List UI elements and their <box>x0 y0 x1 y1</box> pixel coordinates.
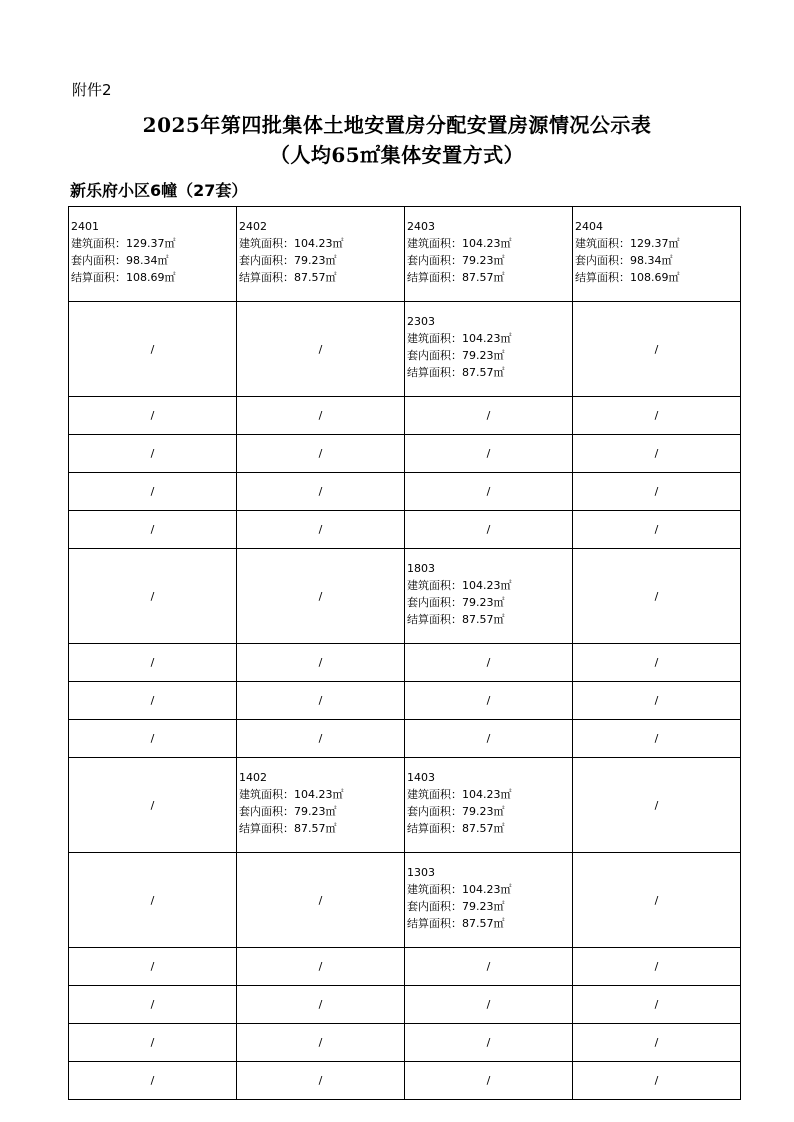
empty-cell: / <box>573 720 741 758</box>
table-row <box>69 853 741 948</box>
unit-number: 2403 <box>407 220 435 233</box>
empty-cell: / <box>573 1024 741 1062</box>
empty-cell: / <box>69 397 237 435</box>
empty-cell: / <box>237 549 405 644</box>
empty-cell: / <box>69 473 237 511</box>
empty-cell: / <box>237 853 405 948</box>
empty-cell: / <box>405 720 573 758</box>
table-row <box>69 435 741 473</box>
unit-area-line: 建筑面积：129.37㎡ <box>71 237 176 250</box>
empty-cell: / <box>69 758 237 853</box>
empty-cell: / <box>405 397 573 435</box>
table-row <box>69 473 741 511</box>
empty-cell: / <box>573 473 741 511</box>
table-row <box>69 682 741 720</box>
empty-cell: / <box>69 302 237 397</box>
unit-area-line: 结算面积：87.57㎡ <box>407 613 505 626</box>
empty-cell: / <box>405 1062 573 1100</box>
empty-cell: / <box>237 302 405 397</box>
empty-cell: / <box>237 1024 405 1062</box>
unit-area-line: 结算面积：87.57㎡ <box>239 822 337 835</box>
empty-cell: / <box>69 549 237 644</box>
housing-table-body <box>69 207 741 1100</box>
unit-area-line: 建筑面积：104.23㎡ <box>407 579 512 592</box>
unit-area-line: 套内面积：79.23㎡ <box>407 596 505 609</box>
page-title: 2025年第四批集体土地安置房分配安置房源情况公示表 <box>142 113 652 137</box>
unit-area-line: 建筑面积：104.23㎡ <box>407 332 512 345</box>
empty-cell: / <box>69 644 237 682</box>
empty-cell: / <box>573 397 741 435</box>
empty-cell: / <box>69 511 237 549</box>
empty-cell: / <box>237 720 405 758</box>
building-label: 新乐府小区6幢（27套） <box>70 181 248 200</box>
unit-area-line: 套内面积：79.23㎡ <box>407 254 505 267</box>
unit-cell <box>405 302 573 397</box>
unit-area-line: 建筑面积：104.23㎡ <box>239 237 344 250</box>
empty-cell: / <box>69 435 237 473</box>
table-row <box>69 397 741 435</box>
empty-cell: / <box>405 986 573 1024</box>
housing-table <box>68 206 741 1100</box>
table-row <box>69 1024 741 1062</box>
empty-cell: / <box>573 1062 741 1100</box>
unit-cell <box>237 207 405 302</box>
empty-cell: / <box>573 853 741 948</box>
unit-area-line: 建筑面积：104.23㎡ <box>407 237 512 250</box>
unit-number: 2404 <box>575 220 603 233</box>
unit-area-line: 建筑面积：104.23㎡ <box>239 788 344 801</box>
table-row <box>69 511 741 549</box>
unit-area-line: 建筑面积：104.23㎡ <box>407 788 512 801</box>
empty-cell: / <box>405 682 573 720</box>
empty-cell: / <box>573 644 741 682</box>
empty-cell: / <box>405 948 573 986</box>
empty-cell: / <box>69 682 237 720</box>
unit-area-line: 结算面积：87.57㎡ <box>407 366 505 379</box>
table-row <box>69 758 741 853</box>
unit-area-line: 结算面积：87.57㎡ <box>239 271 337 284</box>
empty-cell: / <box>69 1024 237 1062</box>
empty-cell: / <box>573 435 741 473</box>
unit-area-line: 结算面积：87.57㎡ <box>407 822 505 835</box>
empty-cell: / <box>237 1062 405 1100</box>
empty-cell: / <box>69 720 237 758</box>
unit-area-line: 套内面积：98.34㎡ <box>575 254 673 267</box>
table-row <box>69 207 741 302</box>
empty-cell: / <box>69 853 237 948</box>
unit-area-line: 套内面积：79.23㎡ <box>407 805 505 818</box>
empty-cell: / <box>573 682 741 720</box>
unit-cell <box>237 758 405 853</box>
table-row <box>69 1062 741 1100</box>
empty-cell: / <box>237 644 405 682</box>
unit-area-line: 套内面积：79.23㎡ <box>239 254 337 267</box>
unit-area-line: 套内面积：79.23㎡ <box>407 349 505 362</box>
empty-cell: / <box>573 758 741 853</box>
empty-cell: / <box>237 435 405 473</box>
attachment-label: 附件2 <box>72 81 112 99</box>
table-row <box>69 302 741 397</box>
unit-area-line: 结算面积：87.57㎡ <box>407 917 505 930</box>
unit-area-line: 结算面积：108.69㎡ <box>71 271 176 284</box>
unit-number: 2401 <box>71 220 99 233</box>
unit-area-line: 建筑面积：104.23㎡ <box>407 883 512 896</box>
empty-cell: / <box>573 511 741 549</box>
empty-cell: / <box>69 948 237 986</box>
unit-area-line: 套内面积：98.34㎡ <box>71 254 169 267</box>
empty-cell: / <box>405 511 573 549</box>
empty-cell: / <box>573 549 741 644</box>
unit-cell <box>405 207 573 302</box>
table-row <box>69 644 741 682</box>
empty-cell: / <box>69 1062 237 1100</box>
empty-cell: / <box>237 682 405 720</box>
unit-number: 1303 <box>407 866 435 879</box>
unit-area-line: 套内面积：79.23㎡ <box>239 805 337 818</box>
empty-cell: / <box>573 986 741 1024</box>
unit-area-line: 结算面积：87.57㎡ <box>407 271 505 284</box>
empty-cell: / <box>237 397 405 435</box>
page-subtitle: （人均65㎡集体安置方式） <box>269 143 525 167</box>
unit-cell <box>573 207 741 302</box>
table-row <box>69 986 741 1024</box>
empty-cell: / <box>405 473 573 511</box>
unit-area-line: 建筑面积：129.37㎡ <box>575 237 680 250</box>
empty-cell: / <box>237 473 405 511</box>
unit-area-line: 套内面积：79.23㎡ <box>407 900 505 913</box>
empty-cell: / <box>405 1024 573 1062</box>
table-row <box>69 549 741 644</box>
table-row <box>69 720 741 758</box>
empty-cell: / <box>573 948 741 986</box>
unit-cell <box>405 758 573 853</box>
empty-cell: / <box>405 644 573 682</box>
unit-cell <box>69 207 237 302</box>
empty-cell: / <box>237 986 405 1024</box>
unit-number: 2402 <box>239 220 267 233</box>
unit-area-line: 结算面积：108.69㎡ <box>575 271 680 284</box>
unit-number: 1403 <box>407 771 435 784</box>
unit-cell <box>405 853 573 948</box>
unit-number: 1402 <box>239 771 267 784</box>
empty-cell: / <box>237 948 405 986</box>
unit-number: 2303 <box>407 315 435 328</box>
empty-cell: / <box>573 302 741 397</box>
empty-cell: / <box>405 435 573 473</box>
table-row <box>69 948 741 986</box>
empty-cell: / <box>69 986 237 1024</box>
unit-cell <box>405 549 573 644</box>
empty-cell: / <box>237 511 405 549</box>
unit-number: 1803 <box>407 562 435 575</box>
